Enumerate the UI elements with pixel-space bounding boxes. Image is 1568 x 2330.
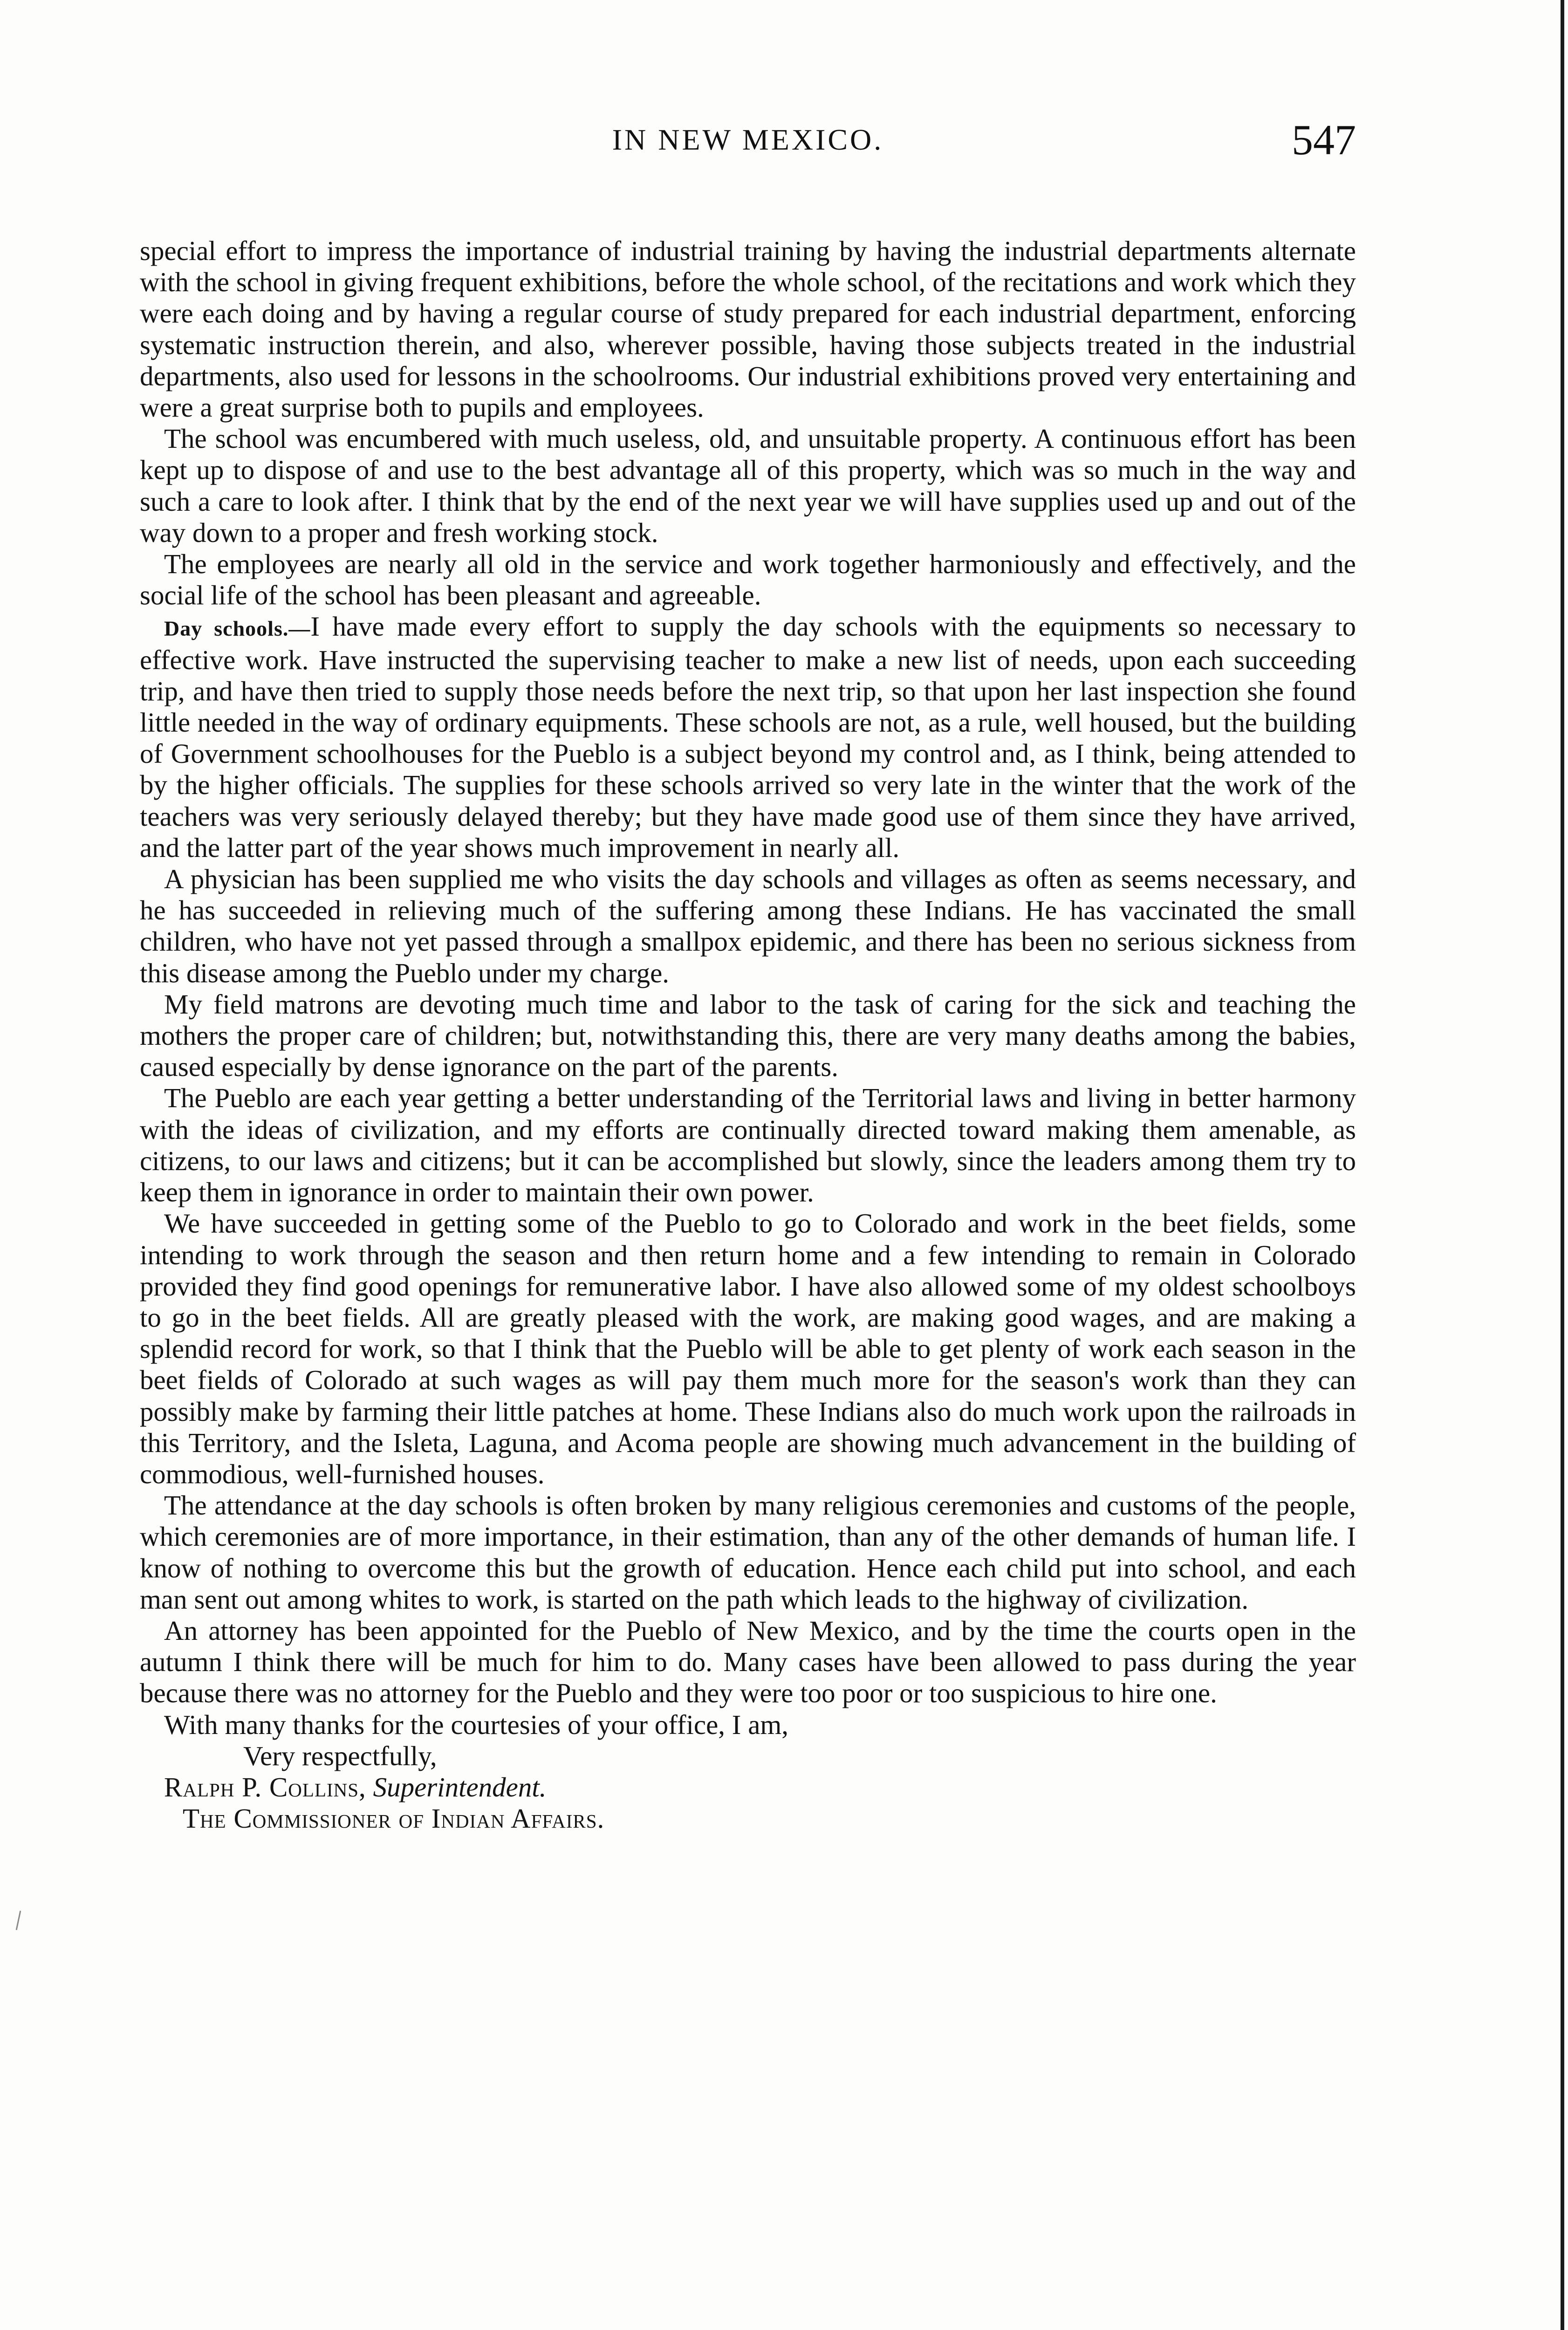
running-title: IN NEW MEXICO. bbox=[612, 123, 884, 156]
paragraph-employees: The employees are nearly all old in the service and work together harmoniously and effectively, and the social life of the school has been pleasant and agreeable. bbox=[140, 548, 1356, 611]
page-header bbox=[140, 110, 1356, 170]
paragraph-attorney: An attorney has been appointed for the Pueblo of New Mexico, and by the time the courts open in the autumn I think there will be much for him to do. Many cases have been allowed to pass during the year because there was no attorney for the Pueblo and they were too poor or too suspicious to hire one. bbox=[140, 1615, 1356, 1709]
paragraph-physician: A physician has been supplied me who visits the day schools and villages as often as seems necessary, and he has succeeded in relieving much of the suffering among these Indians. He has vaccinated the small children, who have not yet passed through a smallpox epidemic, and there has been no serious sickness from this disease among the Pueblo under my charge. bbox=[140, 863, 1356, 988]
signer-title: Superintendent. bbox=[373, 1771, 547, 1802]
paragraph-field-matrons: My field matrons are devoting much time and labor to the task of caring for the sick and teaching the mothers the proper care of children; but, notwithstanding this, there are very many deaths among the babies, caused especially by dense ignorance on the part of the parents. bbox=[140, 988, 1356, 1083]
paragraph-school-property: The school was encumbered with much useless, old, and unsuitable property. A continuous effort has been kept up to dispose of and use to the best advantage all of this property, which was so much in the way and such a care to look after. I think that by the end of the next year we will have supplies used up and out of the way down to a proper and fresh working stock. bbox=[140, 423, 1356, 548]
page-edge-border bbox=[1561, 0, 1564, 2330]
paragraph-beet-fields: We have succeeded in getting some of the Pueblo to go to Colorado and work in the beet fields, some intending to work through the season and then return home and a few intending to remain in Colorado provided they find good openings for remunerative labor. I have also allowed some of my oldest schoolboys to go in the beet fields. All are greatly pleased with the work, are making good wages, and are making a splendid record for work, so that I think that the Pueblo will be able to get plenty of work each season in the beet fields of Colorado at such wages as will pay them much more for the season's work than they can possibly make by farming their little patches at home. These Indians also do much work upon the railroads in this Territory, and the Isleta, Laguna, and Acoma people are showing much advancement in the building of commodious, well-furnished houses. bbox=[140, 1208, 1356, 1489]
paragraph-territorial-laws: The Pueblo are each year getting a better understanding of the Territorial laws and living in better harmony with the ideas of civilization, and my efforts are continually directed toward making them amenable, as citizens, to our laws and citizens; but it can be accomplished but slowly, since the leaders among them try to keep them in ignorance in order to maintain their own power. bbox=[140, 1083, 1356, 1208]
signature-line bbox=[140, 1772, 1356, 1803]
page-number: 547 bbox=[1292, 116, 1356, 164]
signer-name: Ralph P. Collins, bbox=[164, 1771, 366, 1802]
addressee: The Commissioner of Indian Affairs. bbox=[183, 1803, 605, 1834]
margin-mark bbox=[16, 1911, 21, 1930]
document-body bbox=[140, 235, 1356, 1834]
day-schools-text: I have made every effort to supply the day schools with the equipments so necessary to effective work. Have instructed the supervising teacher to make a new list of needs, upon each succeeding trip, and have then tried to supply those needs before the next trip, so that upon her last inspection she found little needed in the way of ordinary equipments. These schools are not, as a rule, well housed, but the building of Government schoolhouses for the Pueblo is a subject beyond my control and, as I think, being attended to by the higher officials. The supplies for these schools arrived so very late in the winter that the work of the teachers was very seriously delayed thereby; but they have made good use of them since they have arrived, and the latter part of the year shows much improvement in nearly all. bbox=[140, 611, 1356, 863]
complimentary-close: Very respectfully, bbox=[243, 1740, 437, 1771]
paragraph-industrial-training: special effort to impress the importance of industrial training by having the industrial departments alternate with the school in giving frequent exhibitions, before the whole school, of the recitations and work which they were each doing and by having a regular course of study prepared for each industrial department, enforcing systematic instruction therein, and also, wherever possible, having those subjects treated in the industrial departments, also used for lessons in the schoolrooms. Our industrial exhibitions proved very entertaining and were a great surprise both to pupils and employees. bbox=[140, 235, 1356, 423]
paragraph-attendance: The attendance at the day schools is often broken by many religious ceremonies and customs of the people, which ceremonies are of more importance, in their estimation, than any of the other demands of human life. I know of nothing to overcome this but the growth of education. Hence each child put into school, and each man sent out among whites to work, is started on the path which leads to the highway of civilization. bbox=[140, 1490, 1356, 1615]
paragraph-day-schools bbox=[140, 611, 1356, 863]
day-schools-heading: Day schools.— bbox=[164, 617, 311, 641]
closing-thanks: With many thanks for the courtesies of your office, I am, bbox=[164, 1709, 789, 1740]
